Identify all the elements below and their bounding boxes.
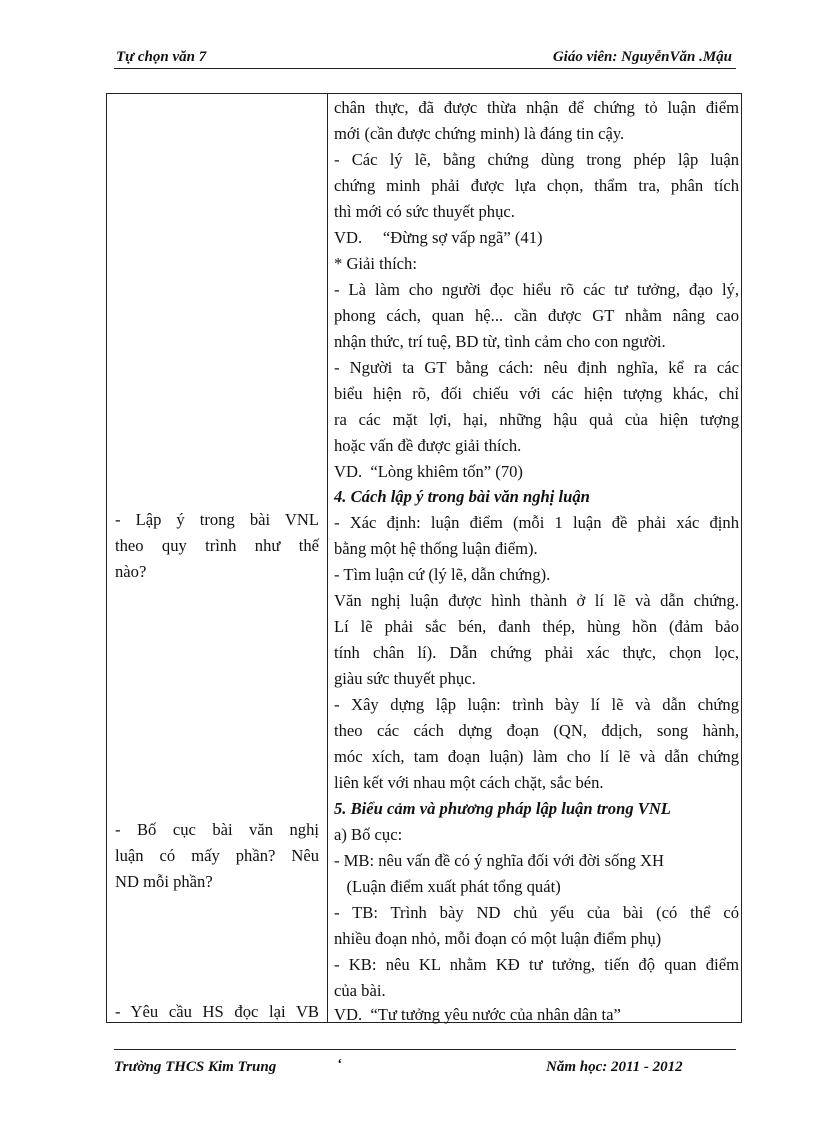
content-line: móc xích, tam đoạn luận) làm cho lí lẽ và dẫn chứng	[334, 747, 739, 766]
content-line: VD. “Tư tưởng yêu nước của nhân dân ta”	[334, 1005, 621, 1024]
content-line: chứng minh phải được lựa chọn, thẩm tra, phân tích	[334, 176, 739, 195]
page-footer	[114, 1049, 736, 1078]
content-line: hoặc vấn đề được giải thích.	[334, 436, 522, 455]
question-2-line-1: - Bố cục bài văn nghị	[115, 820, 319, 839]
column-divider	[327, 94, 328, 1022]
content-line: (Luận điểm xuất phát tổng quát)	[334, 877, 561, 896]
content-line: biểu hiện rõ, đối chiếu với các hiện tượng khác, chỉ	[334, 384, 739, 403]
question-1-line-2: theo quy trình như thế	[115, 536, 319, 555]
content-line: giàu sức thuyết phục.	[334, 669, 476, 688]
content-line: nhiều đoạn nhỏ, mỗi đoạn có một luận điểm phụ)	[334, 929, 662, 948]
content-line: nhận thức, trí tuệ, BD từ, tình cảm cho con người.	[334, 332, 666, 351]
content-line: - KB: nêu KL nhằm KĐ tư tưởng, tiến độ quan điểm	[334, 955, 739, 974]
content-line: - Là làm cho người đọc hiểu rõ các tư tưởng, đạo lý,	[334, 280, 739, 299]
question-1-line-1: - Lập ý trong bài VNL	[115, 510, 319, 529]
page-header	[114, 48, 736, 69]
content-line: mới (cần được chứng minh) là đáng tin cậy.	[334, 124, 625, 143]
content-line: chân thực, đã được thừa nhận để chứng tỏ luận điểm	[334, 98, 739, 117]
content-line: a) Bố cục:	[334, 825, 403, 844]
content-line: bằng một hệ thống luận điểm).	[334, 539, 538, 558]
content-line: - TB: Trình bày ND chủ yếu của bài (có thể có	[334, 903, 739, 922]
question-1-line-3: nào?	[115, 562, 147, 581]
content-line: - Xác định: luận điểm (mỗi 1 luận đề phải xác định	[334, 513, 739, 532]
content-line: - Tìm luận cứ (lý lẽ, dẫn chứng).	[334, 565, 551, 584]
section-heading-4: 4. Cách lập ý trong bài văn nghị luận	[334, 487, 590, 506]
footer-mark: ‘	[337, 1057, 342, 1072]
content-line: - Xây dựng lập luận: trình bày lí lẽ và dẫn chứng	[334, 695, 739, 714]
footer-school: Trường THCS Kim Trung	[114, 1059, 277, 1075]
content-line: Lí lẽ phải sắc bén, đanh thép, hùng hồn (đảm bảo	[334, 617, 739, 636]
question-3-line-1: - Yêu cầu HS đọc lại VB	[115, 1002, 319, 1021]
content-line: thì mới có sức thuyết phục.	[334, 202, 515, 221]
content-line: - Người ta GT bằng cách: nêu định nghĩa, kể ra các	[334, 358, 739, 377]
question-2-line-3: ND mỗi phần?	[115, 872, 213, 891]
content-line: của bài.	[334, 981, 386, 1000]
question-2-line-2: luận có mấy phần? Nêu	[115, 846, 319, 865]
content-line: - MB: nêu vấn đề có ý nghĩa đối với đời sống XH	[334, 851, 665, 870]
header-teacher: Giáo viên: NguyễnVăn .Mậu	[552, 49, 732, 65]
content-line: ra các mặt lợi, hại, những hậu quả của hiện tượng	[334, 410, 739, 429]
content-line: phong cách, quan hệ... cần được GT nhằm nâng cao	[334, 306, 739, 325]
content-line: tính chân lí). Dẫn chứng phải xác thực, chọn lọc,	[334, 643, 739, 662]
content-line: liên kết với nhau một cách chặt, sắc bén.	[334, 773, 604, 792]
header-subject: Tự chọn văn 7	[116, 49, 207, 65]
footer-school-year: Năm học: 2011 - 2012	[546, 1059, 683, 1075]
content-line: theo các cách dựng đoạn (QN, đdịch, song hành,	[334, 721, 739, 740]
content-line: * Giải thích:	[334, 254, 417, 273]
content-line: VD. “Đừng sợ vấp ngã” (41)	[334, 228, 543, 247]
content-line: Văn nghị luận được hình thành ở lí lẽ và dẫn chứng.	[334, 591, 739, 610]
section-heading-5: 5. Biểu cảm và phương pháp lập luận trong VNL	[334, 799, 671, 818]
lesson-table	[106, 93, 742, 1023]
content-line: - Các lý lẽ, bằng chứng dùng trong phép lập luận	[334, 150, 739, 169]
content-line: VD. “Lòng khiêm tốn” (70)	[334, 462, 523, 481]
